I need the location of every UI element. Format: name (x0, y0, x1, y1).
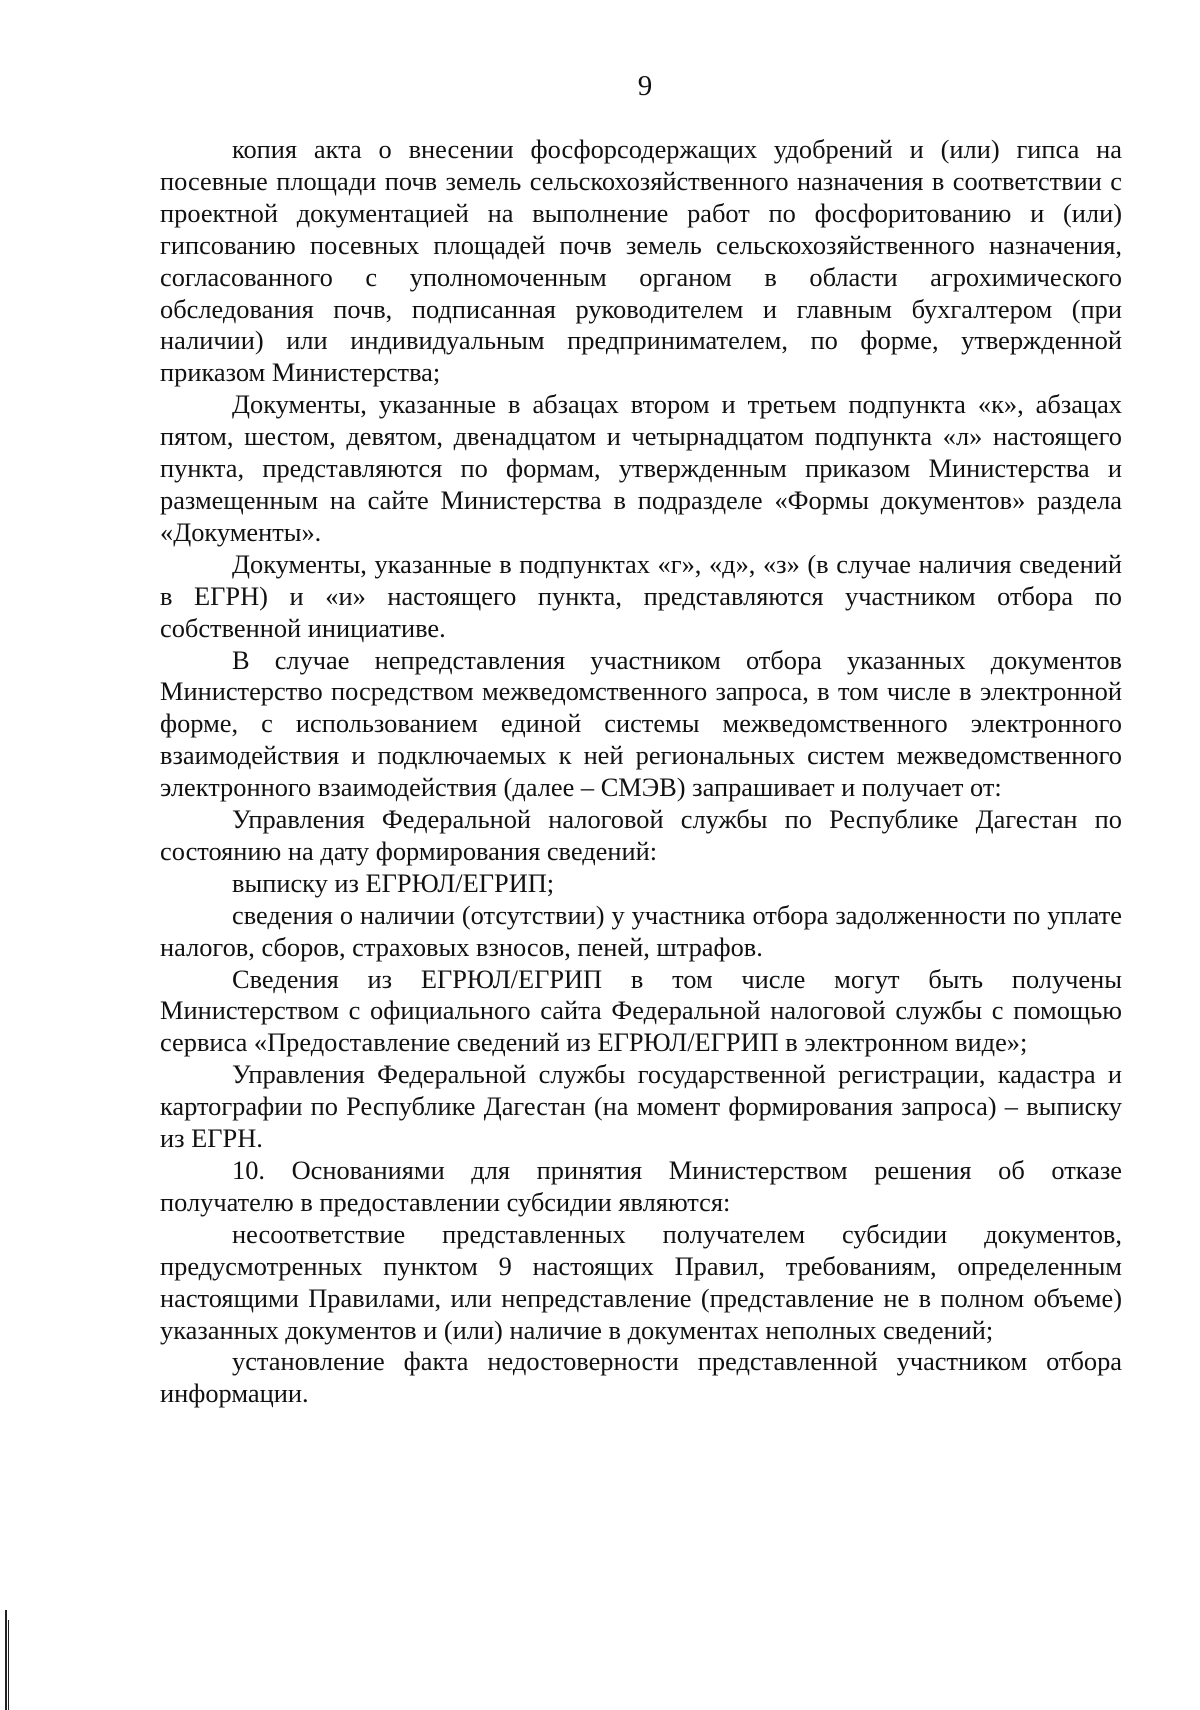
paragraph: В случае непредставления участником отбора указанных документов Министерство посредством межведомственного запроса, в том числе в электронной форме, с использованием единой системы межведомственного электронного взаимодействия и подключаемых к ней региональных систем межведомственного электронного взаимодействия (далее – СМЭВ) запрашивает и получает от: (160, 644, 1122, 803)
paragraph: сведения о наличии (отсутствии) у участника отбора задолженности по уплате налогов, сборов, страховых взносов, пеней, штрафов. (160, 899, 1122, 962)
paragraph: 10. Основаниями для принятия Министерством решения об отказе получателю в предоставлении субсидии являются: (160, 1155, 1122, 1217)
paragraph: Управления Федеральной налоговой службы по Республике Дагестан по состоянию на дату формирования сведений: (160, 804, 1122, 866)
document-body (160, 134, 1122, 1410)
paragraph: установление факта недостоверности представленной участником отбора информации. (160, 1346, 1122, 1409)
paragraph: Документы, указанные в подпунктах «г», «д», «з» (в случае наличия сведений в ЕГРН) и «и» настоящего пункта, представляются участником отбора по собственной инициативе. (160, 548, 1122, 643)
paragraph: несоответствие представленных получателем субсидии документов, предусмотренных пунктом 9 настоящих Правил, требованиям, определенным настоящими Правилами, или непредставление (представление не в полном объеме) указанных документов и (или) наличие в документах неполных сведений; (160, 1218, 1122, 1345)
paragraph: Управления Федеральной службы государственной регистрации, кадастра и картографии по Республике Дагестан (на момент формирования запроса) – выписку из ЕГРН. (160, 1059, 1122, 1154)
scan-margin-mark (5, 1610, 7, 1710)
paragraph: выписку из ЕГРЮЛ/ЕГРИП; (232, 867, 555, 898)
paragraph: Сведения из ЕГРЮЛ/ЕГРИП в том числе могут быть получены Министерством с официального сайта Федеральной налоговой службы с помощью сервиса «Предоставление сведений из ЕГРЮЛ/ЕГРИП в электронном виде»; (160, 963, 1122, 1058)
paragraph: копия акта о внесении фосфорсодержащих удобрений и (или) гипса на посевные площади почв земель сельскохозяйственного назначения в соответствии с проектной документацией на выполнение работ по фосфоритованию и (или) гипсованию посевных площадей почв земель сельскохозяйственного назначения, согласованного с уполномоченным органом в области агрохимического обследования почв, подписанная руководителем и главным бухгалтером (при наличии) или индивидуальным предпринимателем, по форме, утвержденной приказом Министерства; (160, 134, 1122, 388)
page-number: 9 (637, 70, 653, 102)
paragraph: Документы, указанные в абзацах втором и третьем подпункта «к», абзацах пятом, шестом, девятом, двенадцатом и четырнадцатом подпункта «л» настоящего пункта, представляются по формам, утвержденным приказом Министерства и размещенным на сайте Министерства в подразделе «Формы документов» раздела «Документы». (160, 389, 1122, 547)
scan-margin-mark (8, 1620, 9, 1710)
